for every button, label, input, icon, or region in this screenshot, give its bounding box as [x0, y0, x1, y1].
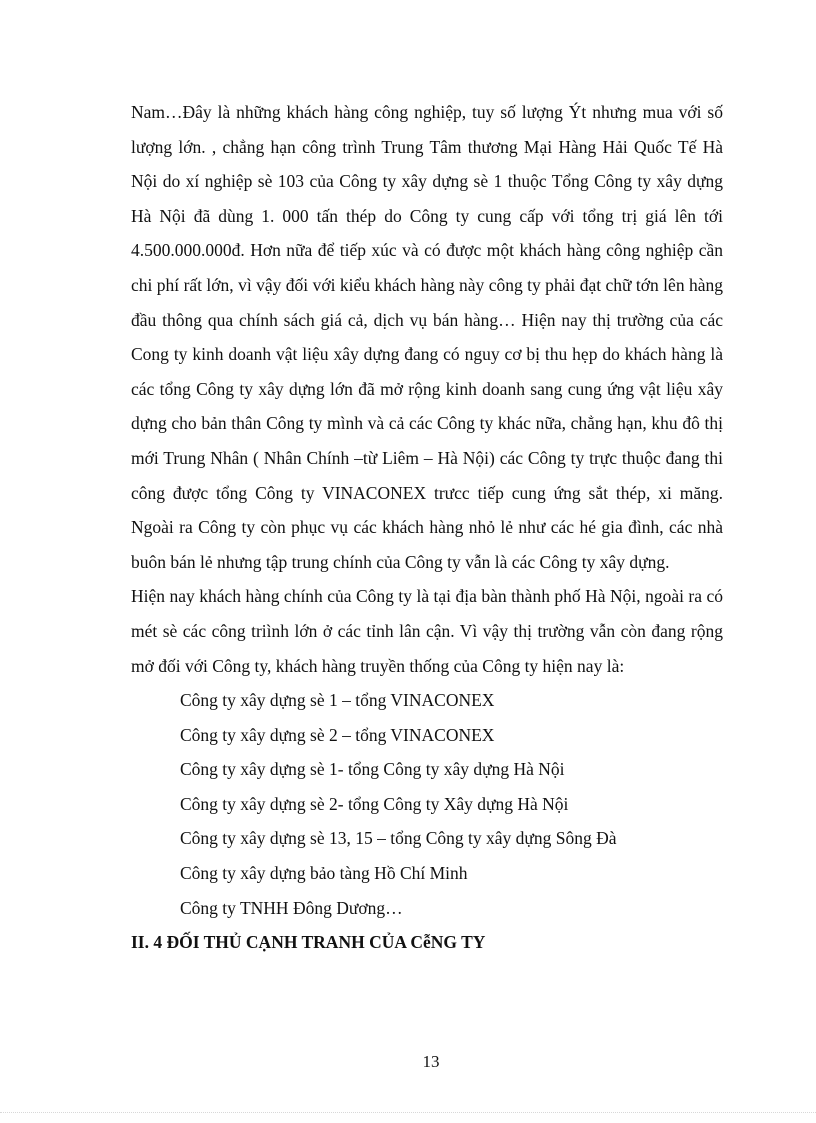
list-item: Công ty xây dựng sè 2- tổng Công ty Xây dựng Hà Nội — [180, 793, 569, 814]
list-item: Công ty xây dựng sè 2 – tổng VINACONEX — [180, 724, 495, 745]
body-text — [131, 95, 723, 960]
page-bottom-divider — [0, 1112, 816, 1113]
section-heading: II. 4 ĐỐI THỦ CẠNH TRANH CỦA CễNG TY — [131, 932, 486, 953]
list-item: Công ty xây dựng sè 13, 15 – tổng Công ty xây dựng Sông Đà — [180, 828, 617, 849]
list-item: Công ty xây dựng sè 1 – tổng VINACONEX — [180, 690, 495, 711]
list-item: Công ty xây dựng bảo tàng Hồ Chí Minh — [180, 863, 468, 884]
list-item: Công ty TNHH Đông Dương… — [180, 897, 403, 918]
paragraph-customers-industrial: Nam…Đây là những khách hàng công nghiệp, tuy số lượng Ýt nhưng mua với số lượng lớn. , chẳng hạn công trình Trung Tâm thương Mại Hàng Hải Quốc Tế Hà Nội do xí nghiệp sè 103 của Công ty xây dựng sè 1 thuộc Tổng Công ty xây dựng Hà Nội đã dùng 1. 000 tấn thép do Công ty cung cấp với tổng trị giá lên tới 4.500.000.000đ. Hơn nữa để tiếp xúc và có được một khách hàng công nghiệp cần chi phí rất lớn, vì vậy đối với kiểu khách hàng này công ty phải đạt chữ tớn lên hàng đầu thông qua chính sách giá cả, dịch vụ bán hàng… Hiện nay thị trường của các Cong ty kinh doanh vật liệu xây dựng đang có nguy cơ bị thu hẹp do khách hàng là các tổng Công ty xây dựng lớn đã mở rộng kinh doanh sang cung ứng vật liệu xây dựng cho bản thân Công ty mình và cả các Công ty khác nữa, chẳng hạn, khu đô thị mới Trung Nhân ( Nhân Chính –từ Liêm – Hà Nội) các Công ty trực thuộc đang thi công được tổng Công ty VINACONEX trưcc tiếp cung ứng sắt thép, xi măng. Ngoài ra Công ty còn phục vụ các khách hàng nhỏ lẻ như các hé gia đình, các nhà buôn bán lẻ nhưng tập trung chính của Công ty vẫn là các Công ty xây dựng. — [131, 102, 723, 572]
paragraph-main-customers: Hiện nay khách hàng chính của Công ty là tại địa bàn thành phố Hà Nội, ngoài ra có mét sè các công triình lớn ở các tỉnh lân cận. Vì vậy thị trường vẫn còn đang rộng mở đối với Công ty, khách hàng truyền thống của Công ty hiện nay là: — [131, 586, 723, 676]
list-item: Công ty xây dựng sè 1- tổng Công ty xây dựng Hà Nội — [180, 759, 565, 780]
customer-list — [131, 683, 723, 925]
page-number: 13 — [422, 1052, 440, 1071]
